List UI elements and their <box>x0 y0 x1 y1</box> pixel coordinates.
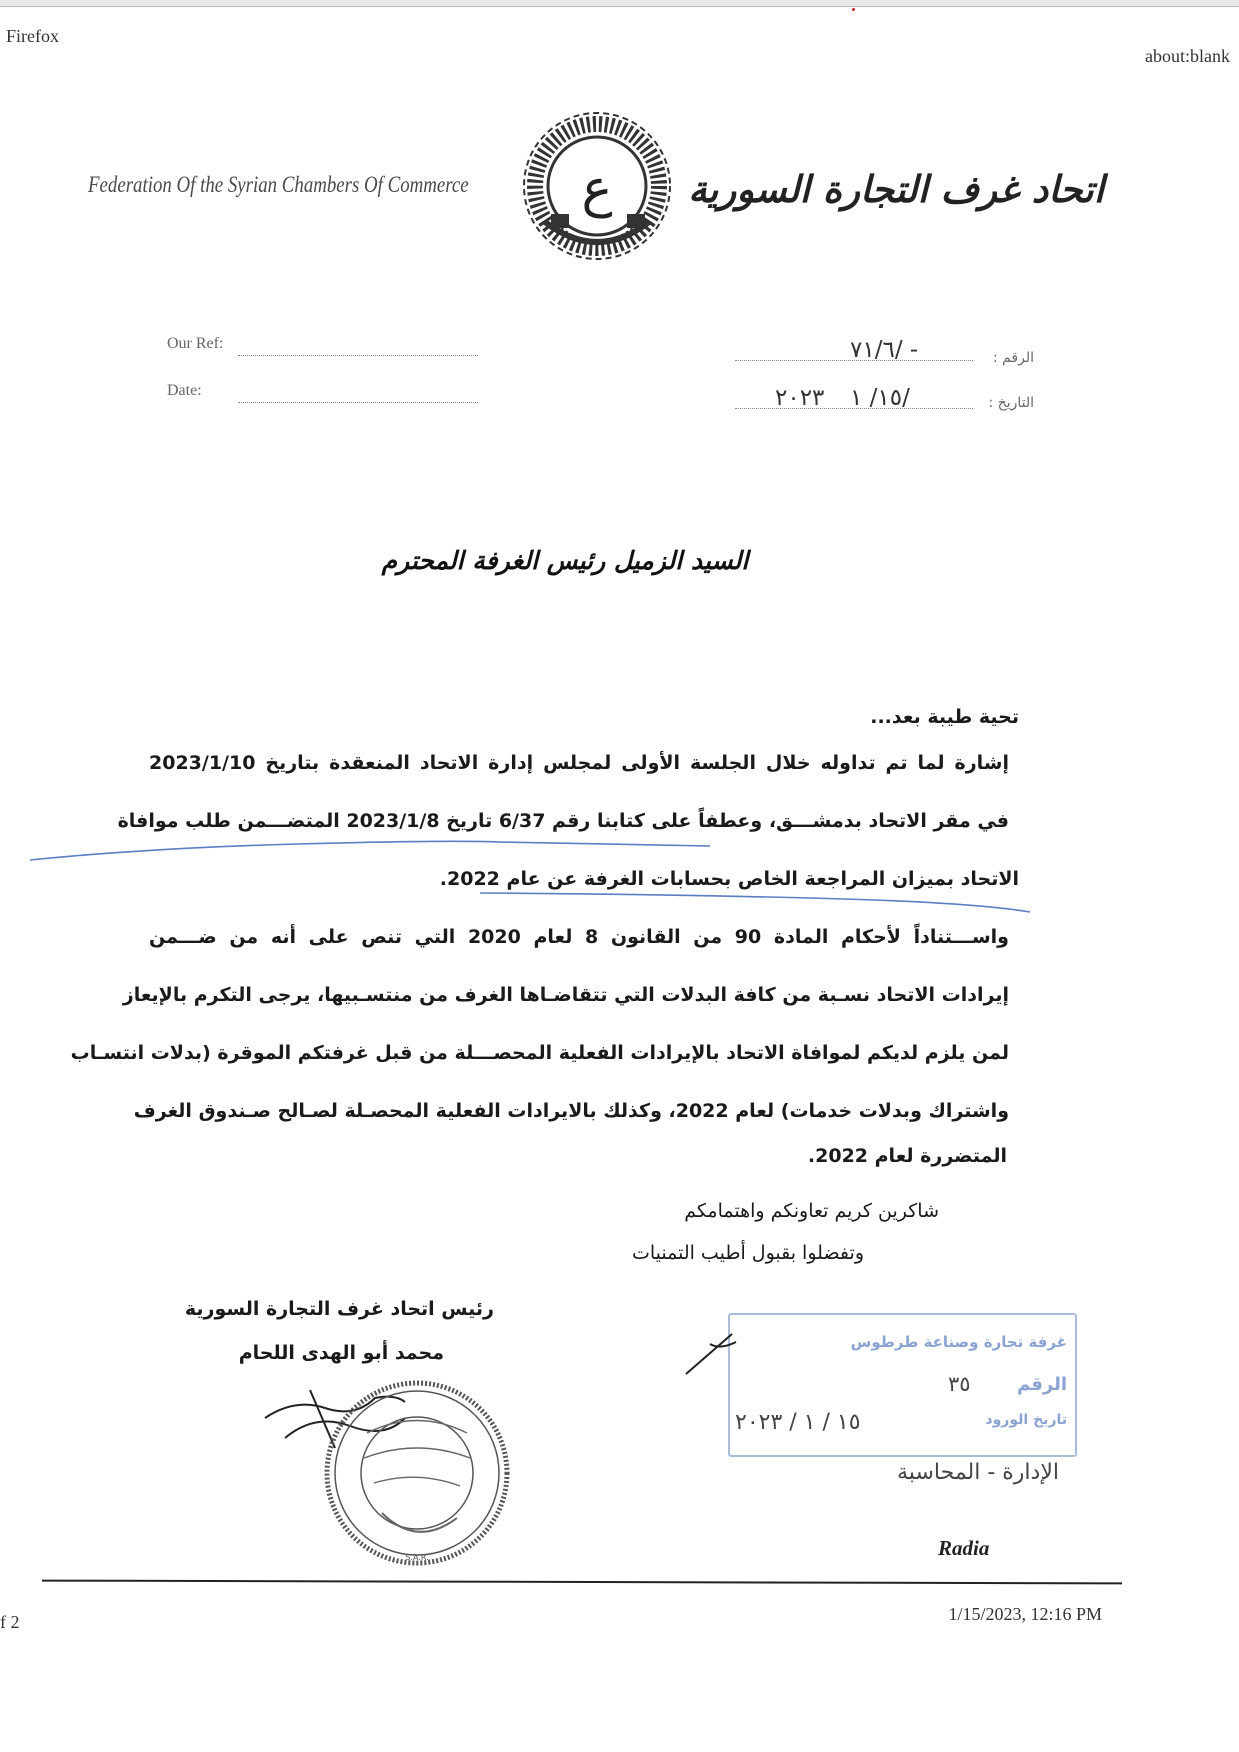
stamp-date-value: ١٥ / ١ / ٢٠٢٣ <box>735 1410 861 1435</box>
signatory-title: رئيس اتحاد غرف التجارة السورية <box>184 1298 494 1320</box>
p2-line-1: واســـتناداً لأحكام المادة 90 من القانون 8 لعام 2020 التي تنص على أنه من ضـــمن <box>149 926 1009 948</box>
page-indicator: f 2 <box>0 1612 20 1632</box>
salutation: السيد الزميل رئيس الغرفة المحترم <box>381 546 749 575</box>
p1-line-3: الاتحاد بميزان المراجعة الخاص بحسابات الغرفة عن عام 2022. <box>439 868 1019 890</box>
initials: Radia <box>938 1536 990 1560</box>
stamp-cross-mark <box>680 1330 740 1380</box>
browser-name: Firefox <box>6 26 59 46</box>
stamp-number-value: ٣٥ <box>948 1372 971 1396</box>
p1-line-1: إشارة لما تم تداوله خلال الجلسة الأولى لمجلس إدارة الاتحاد المنعقدة بتاريخ 2023/1/10 <box>149 752 1009 774</box>
pen-underline <box>30 836 1040 916</box>
date-line <box>238 402 478 403</box>
english-letterhead: Federation Of the Syrian Chambers Of Commerce <box>88 172 469 197</box>
ref-number: ٧١/٦/ - <box>850 337 919 363</box>
arabic-date-label: التاريخ : <box>988 395 1034 411</box>
signatory-name: محمد أبو الهدى اللحام <box>238 1342 444 1364</box>
svg-text:S.A.R.: S.A.R. <box>405 1553 429 1562</box>
page-url: about:blank <box>1145 46 1230 66</box>
p1-line-2: في مقر الاتحاد بدمشـــق، وعطفاً على كتابنا رقم 6/37 تاريخ 2023/1/8 المتضـــمن طلب موافاة <box>117 810 1009 832</box>
stamp-header: غرفة تجارة وصناعة طرطوس <box>850 1333 1067 1351</box>
emblem-letter: ع <box>581 159 613 219</box>
p2-line-2: إيرادات الاتحاد نسـبة من كافة البدلات التي تتقاضـاها الغرف من منتسـبيها، يرجى التكرم بالإيعاز <box>122 984 1009 1006</box>
p2-line-5: المتضررة لعام 2022. <box>807 1145 1007 1167</box>
federation-emblem-icon <box>515 102 680 267</box>
stamp-referral: الإدارة - المحاسبة <box>897 1460 1059 1485</box>
stamp-number-label: الرقم <box>1016 1374 1067 1395</box>
print-timestamp: 1/15/2023, 12:16 PM <box>948 1604 1102 1624</box>
arabic-ref-label: الرقم : <box>992 350 1034 366</box>
our-ref-label: Our Ref: <box>167 335 224 352</box>
p2-line-4: واشتراك وبدلات خدمات) لعام 2022، وكذلك بالايرادات الفعلية المحصـلة لصـالح صـندوق الغرف <box>133 1100 1009 1122</box>
stamp-date-label: تاريخ الورود <box>985 1412 1067 1428</box>
greeting: تحية طيبة بعد... <box>870 706 1019 728</box>
official-seal-icon <box>322 1378 512 1568</box>
scan-speck <box>852 8 855 11</box>
date-day-month: ١٥/ ١/ <box>850 385 910 411</box>
bottom-rule <box>42 1580 1122 1585</box>
top-edge <box>0 0 1239 7</box>
date-year: ٢٠٢٣ <box>775 385 825 411</box>
closing-thanks: شاكرين كريم تعاونكم واهتمامكم <box>684 1200 939 1222</box>
arabic-letterhead: اتحاد غرف التجارة السورية <box>688 168 1104 211</box>
closing-wishes: وتفضلوا بقبول أطيب التمنيات <box>631 1242 864 1264</box>
date-label: Date: <box>167 382 202 399</box>
our-ref-line <box>238 355 478 356</box>
p2-line-3: لمن يلزم لديكم لموافاة الاتحاد بالإيرادات الفعلية المحصـــلة من قبل غرفتكم الموقرة (بدلات انتسـاب <box>70 1042 1009 1064</box>
